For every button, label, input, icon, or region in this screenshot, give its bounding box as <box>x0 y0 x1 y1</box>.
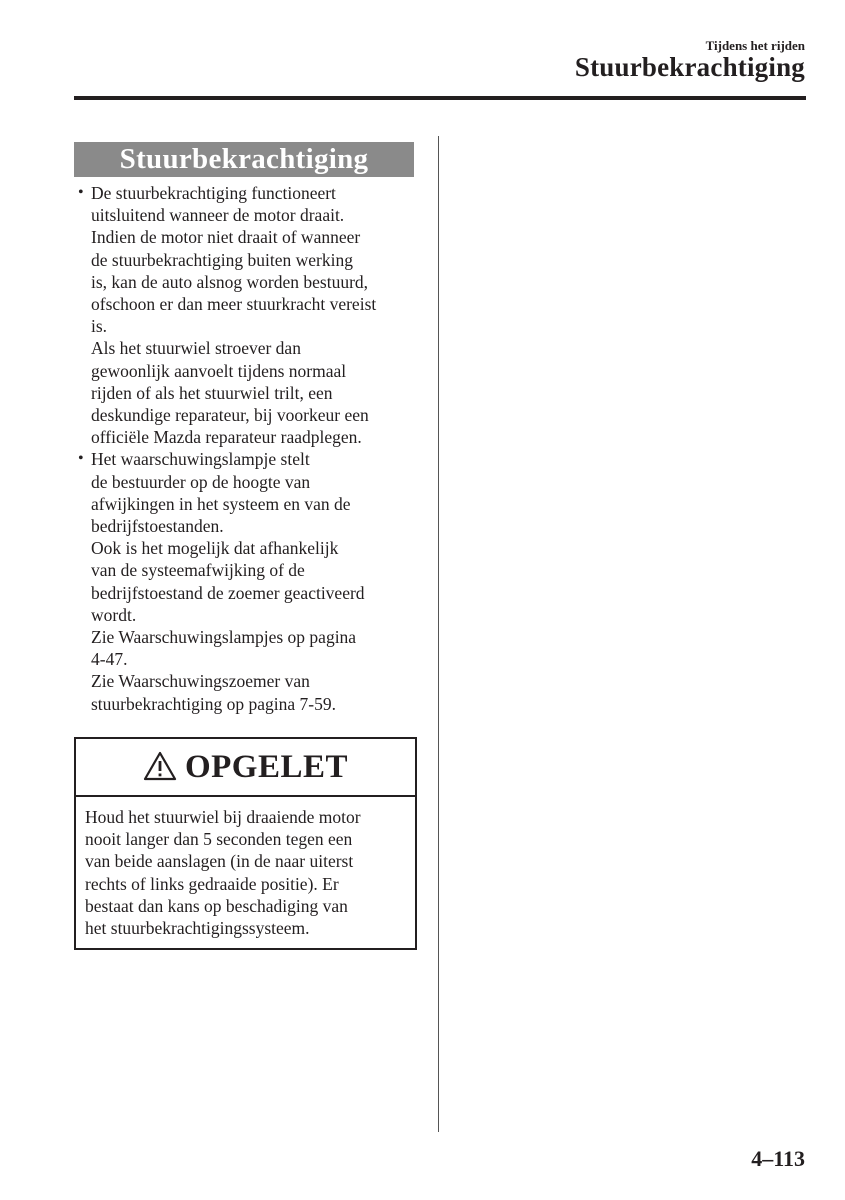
header-divider <box>74 96 806 100</box>
page-header-title: Stuurbekrachtiging <box>574 52 805 82</box>
chapter-label: Tijdens het rijden <box>705 38 805 53</box>
paragraph: Ook is het mogelijk dat afhankelijk van de systeemafwijking of de bedrijfstoestand de zoemer geactiveerd wordt. <box>91 538 365 625</box>
paragraph: Zie Waarschuwingslampjes op pagina 4-47. <box>91 627 357 670</box>
page-number: 4–113 <box>751 1146 805 1171</box>
column-divider <box>438 136 439 1132</box>
caution-box <box>74 737 417 950</box>
warning-triangle-icon <box>143 751 177 781</box>
paragraph: Als het stuurwiel stroever dan gewoonlijk aanvoelt tijdens normaal rijden of als het stuurwiel trilt, een deskundige reparateur, bij voorkeur een officiële Mazda reparateur raadplegen. <box>91 338 369 448</box>
caution-header <box>76 739 415 797</box>
section-title: Stuurbekrachtiging <box>74 142 414 177</box>
list-item <box>78 448 423 714</box>
caution-text: Houd het stuurwiel bij draaiende motor nooit langer dan 5 seconden tegen een van beide aanslagen (in de naar uiterst rechts of links gedraaide positie). Er bestaat dan kans op beschadiging van het stuurbekrachtigingssysteem. <box>85 807 361 939</box>
bullet-icon: • <box>78 184 84 201</box>
bullet-list <box>78 182 423 715</box>
paragraph: Het waarschuwingslampje stelt de bestuurder op de hoogte van afwijkingen in het systeem en van de bedrijfstoestanden. <box>91 449 351 537</box>
caution-title: OPGELET <box>184 748 349 785</box>
list-item <box>78 182 423 448</box>
paragraph: De stuurbekrachtiging functioneert uitsluitend wanneer de motor draait. Indien de motor niet draait of wanneer de stuurbekrachtiging buiten werking is, kan de auto alsnog worden bestuurd, ofschoon er dan meer stuurkracht vereist is. <box>91 183 377 337</box>
bullet-icon: • <box>78 450 84 468</box>
paragraph: Zie Waarschuwingszoemer van stuurbekrachtiging op pagina 7-59. <box>91 671 336 714</box>
